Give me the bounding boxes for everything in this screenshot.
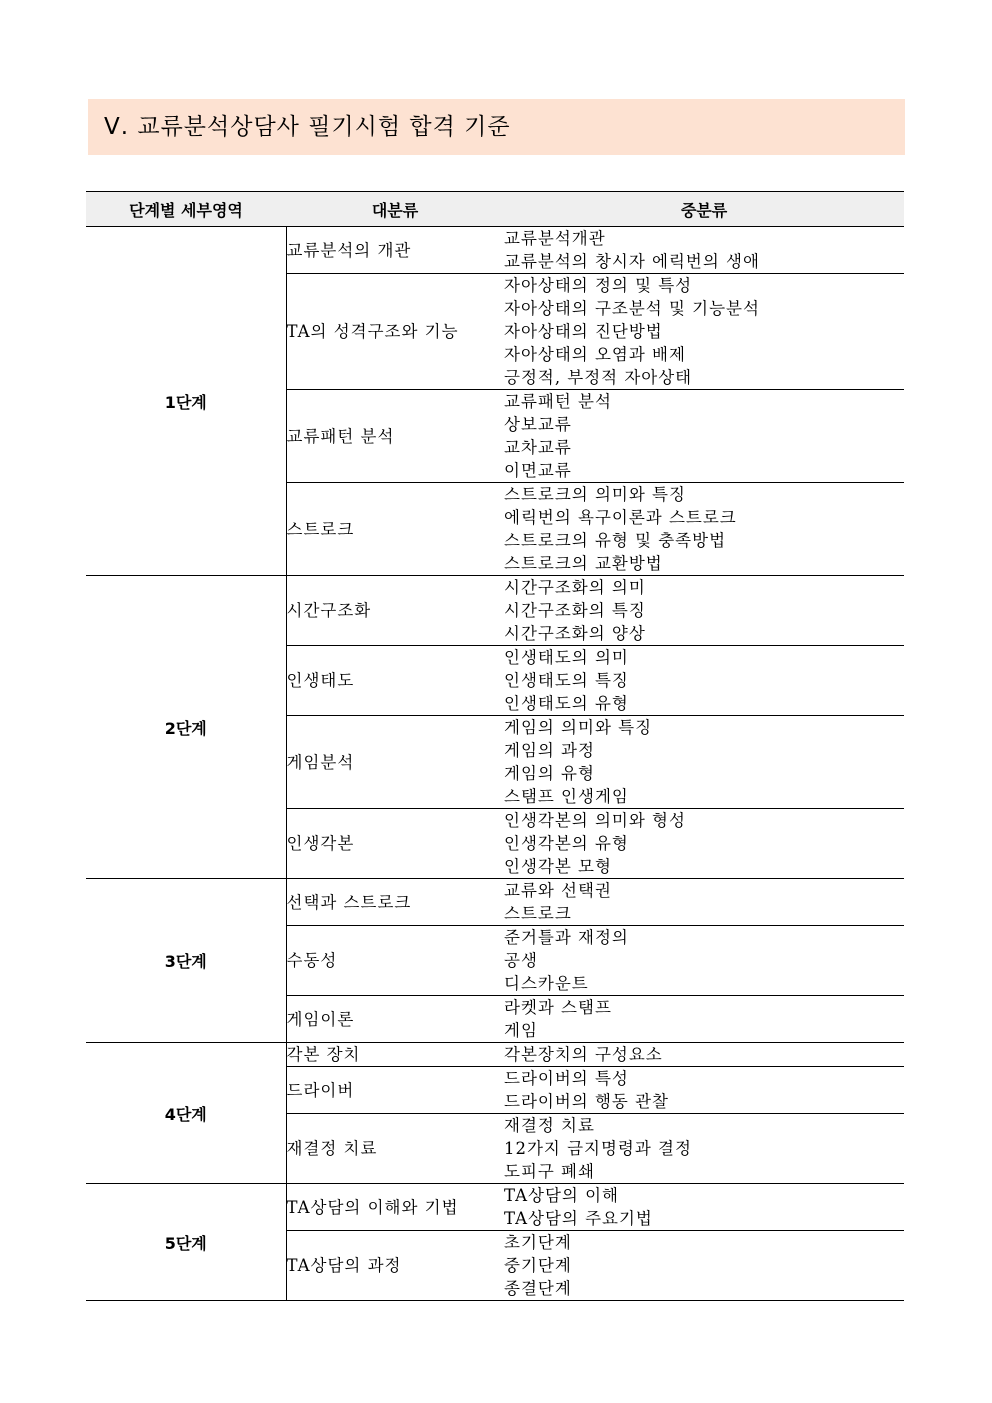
major-category-cell bbox=[286, 809, 504, 879]
minor-category: 교류분석의 창시자 에릭번의 생애 bbox=[504, 252, 760, 271]
major-category: 게임분석 bbox=[286, 752, 355, 772]
table-row bbox=[86, 879, 904, 926]
minor-category: 디스카운트 bbox=[504, 974, 589, 993]
minor-category-cell bbox=[504, 926, 904, 996]
minor-category: 게임의 의미와 특징 bbox=[504, 718, 653, 737]
major-category: 교류분석의 개관 bbox=[286, 240, 412, 260]
minor-category: 종결단계 bbox=[504, 1279, 572, 1298]
major-category-cell bbox=[286, 926, 504, 996]
minor-category: 에릭번의 욕구이론과 스트로크 bbox=[504, 508, 737, 527]
major-category: 드라이버 bbox=[286, 1080, 355, 1100]
minor-category: 상보교류 bbox=[504, 415, 572, 434]
minor-category: 각본장치의 구성요소 bbox=[504, 1045, 663, 1064]
minor-category-cell bbox=[504, 274, 904, 390]
minor-category-cell bbox=[504, 227, 904, 274]
major-category: TA상담의 과정 bbox=[286, 1256, 402, 1275]
major-category: 인생태도 bbox=[286, 671, 355, 690]
table-row bbox=[86, 1043, 904, 1067]
major-category-cell bbox=[286, 483, 504, 576]
minor-category: 인생태도의 유형 bbox=[504, 694, 629, 713]
stage-cell: 2단계 bbox=[86, 576, 286, 879]
minor-category: 인생각본 모형 bbox=[504, 857, 612, 876]
major-category-cell bbox=[286, 227, 504, 274]
minor-category: 스탬프 인생게임 bbox=[504, 787, 629, 806]
minor-category: 스트로크의 의미와 특징 bbox=[504, 485, 686, 504]
minor-category-cell bbox=[504, 716, 904, 809]
minor-category-cell bbox=[504, 576, 904, 646]
minor-category-cell bbox=[504, 996, 904, 1043]
major-category: 수동성 bbox=[286, 951, 338, 970]
minor-category: 인생태도의 의미 bbox=[504, 648, 629, 667]
minor-category: 시간구조화의 특징 bbox=[504, 601, 646, 620]
minor-category: 중기단계 bbox=[504, 1256, 572, 1275]
major-category-cell bbox=[286, 1184, 504, 1231]
major-category-cell bbox=[286, 1067, 504, 1114]
minor-category-cell bbox=[504, 1184, 904, 1231]
minor-category: 스트로크 bbox=[504, 904, 572, 923]
major-category: 인생각본 bbox=[286, 834, 355, 853]
major-category-cell bbox=[286, 1114, 504, 1184]
minor-category-cell bbox=[504, 1067, 904, 1114]
minor-category: TA상담의 이해 bbox=[504, 1186, 619, 1205]
minor-category: 교류와 선택권 bbox=[504, 881, 612, 900]
minor-category: 이면교류 bbox=[504, 461, 572, 480]
minor-category: 게임의 유형 bbox=[504, 764, 595, 783]
minor-category: 인생태도의 특징 bbox=[504, 671, 629, 690]
minor-category: 시간구조화의 의미 bbox=[504, 578, 646, 597]
major-category-cell bbox=[286, 576, 504, 646]
table-row bbox=[86, 227, 904, 274]
minor-category: 스트로크의 유형 및 충족방법 bbox=[504, 531, 727, 550]
minor-category-cell bbox=[504, 879, 904, 926]
stage-cell: 1단계 bbox=[86, 227, 286, 576]
minor-category: 드라이버의 특성 bbox=[504, 1069, 629, 1088]
major-category-cell bbox=[286, 390, 504, 483]
minor-category: 드라이버의 행동 관찰 bbox=[504, 1092, 669, 1111]
major-category-cell bbox=[286, 879, 504, 926]
stage-cell: 3단계 bbox=[86, 879, 286, 1043]
minor-category: 인생각본의 유형 bbox=[504, 834, 629, 853]
minor-category: 도피구 폐쇄 bbox=[504, 1162, 595, 1181]
major-category-cell bbox=[286, 1231, 504, 1301]
major-category: 스트로크 bbox=[286, 519, 355, 539]
major-category-cell bbox=[286, 274, 504, 390]
criteria-table bbox=[86, 191, 904, 1301]
section-title: Ⅴ. 교류분석상담사 필기시험 합격 기준 bbox=[104, 114, 511, 140]
header-minor: 중분류 bbox=[504, 192, 904, 227]
section-title-box bbox=[88, 99, 905, 155]
table-header-row bbox=[86, 192, 904, 227]
minor-category: 재결정 치료 bbox=[504, 1116, 595, 1135]
minor-category: 라켓과 스탬프 bbox=[504, 998, 612, 1017]
minor-category: 12가지 금지명령과 결정 bbox=[504, 1139, 692, 1158]
header-major: 대분류 bbox=[286, 192, 504, 227]
minor-category: 초기단계 bbox=[504, 1233, 572, 1252]
table-row bbox=[86, 1184, 904, 1231]
major-category: 시간구조화 bbox=[286, 601, 372, 620]
major-category: TA의 성격구조와 기능 bbox=[286, 322, 459, 341]
minor-category: 시간구조화의 양상 bbox=[504, 624, 646, 643]
minor-category-cell bbox=[504, 1231, 904, 1301]
minor-category-cell bbox=[504, 1114, 904, 1184]
minor-category: 준거틀과 재정의 bbox=[504, 928, 629, 947]
minor-category-cell bbox=[504, 483, 904, 576]
major-category-cell bbox=[286, 1043, 504, 1067]
minor-category: 게임의 과정 bbox=[504, 741, 595, 760]
table-row bbox=[86, 576, 904, 646]
minor-category-cell bbox=[504, 646, 904, 716]
minor-category: 자아상태의 진단방법 bbox=[504, 322, 663, 341]
major-category-cell bbox=[286, 716, 504, 809]
major-category: 선택과 스트로크 bbox=[286, 892, 412, 912]
major-category: 게임이론 bbox=[286, 1009, 355, 1029]
major-category-cell bbox=[286, 646, 504, 716]
minor-category: 스트로크의 교환방법 bbox=[504, 554, 663, 573]
minor-category: 게임 bbox=[504, 1021, 538, 1040]
stage-cell: 4단계 bbox=[86, 1043, 286, 1184]
minor-category: 자아상태의 정의 및 특성 bbox=[504, 276, 693, 295]
major-category: 교류패턴 분석 bbox=[286, 426, 395, 446]
major-category: 각본 장치 bbox=[286, 1045, 361, 1064]
major-category-cell bbox=[286, 996, 504, 1043]
table-body bbox=[86, 227, 904, 1301]
stage-cell: 5단계 bbox=[86, 1184, 286, 1301]
minor-category: 교차교류 bbox=[504, 438, 572, 457]
minor-category: 자아상태의 오염과 배제 bbox=[504, 345, 686, 364]
minor-category-cell bbox=[504, 390, 904, 483]
minor-category: 자아상태의 구조분석 및 기능분석 bbox=[504, 299, 760, 318]
minor-category-cell bbox=[504, 1043, 904, 1067]
minor-category: 교류분석개관 bbox=[504, 229, 606, 248]
header-stage: 단계별 세부영역 bbox=[86, 192, 286, 227]
minor-category: 긍정적, 부정적 자아상태 bbox=[504, 368, 693, 387]
major-category: TA상담의 이해와 기법 bbox=[286, 1197, 459, 1217]
minor-category: 공생 bbox=[504, 951, 538, 970]
major-category: 재결정 치료 bbox=[286, 1139, 378, 1158]
minor-category-cell bbox=[504, 809, 904, 879]
minor-category: 교류패턴 분석 bbox=[504, 392, 612, 411]
minor-category: 인생각본의 의미와 형성 bbox=[504, 811, 686, 830]
minor-category: TA상담의 주요기법 bbox=[504, 1209, 653, 1228]
